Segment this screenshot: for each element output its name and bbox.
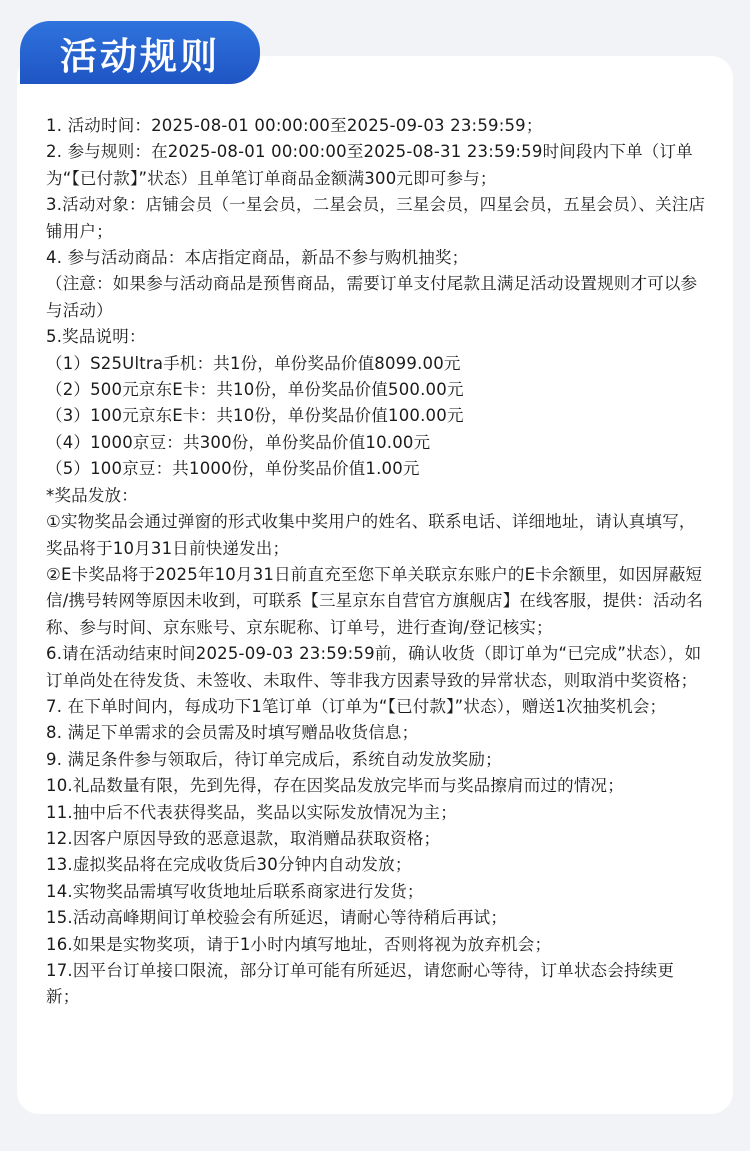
- rule-item: 12.因客户原因导致的恶意退款，取消赠品获取资格；: [46, 828, 441, 848]
- rule-item: 7. 在下单时间内，每成功下1笔订单（订单为“【已付款】”状态），赠送1次抽奖机会；: [46, 696, 667, 716]
- page-title: 活动规则: [60, 34, 220, 78]
- rule-item: 10.礼品数量有限，先到先得，存在因奖品发放完毕而与奖品擦肩而过的情况；: [46, 776, 624, 796]
- rule-item: 14.实物奖品需填写收货地址后联系商家进行发货；: [46, 881, 424, 901]
- rule-item: 4. 参与活动商品：本店指定商品，新品不参与购机抽奖；: [46, 248, 469, 268]
- prize-item: （2）500元京东E卡：共10份，单份奖品价值500.00元: [46, 380, 464, 400]
- rule-item: 9. 满足条件参与领取后，待订单完成后，系统自动发放奖励；: [46, 749, 502, 769]
- rule-item: 15.活动高峰期间订单校验会有所延迟，请耐心等待稍后再试；: [46, 908, 508, 928]
- title-banner: [20, 21, 260, 84]
- prize-item: （1）S25Ultra手机：共1份，单份奖品价值8099.00元: [46, 353, 461, 373]
- rule-item: 17.因平台订单接口限流，部分订单可能有所延迟，请您耐心等待，订单状态会持续更新；: [46, 961, 675, 1007]
- rule-item: ②E卡奖品将于2025年10月31日前直充至您下单关联京东账户的E卡余额里，如因屏蔽短信/携号转网等原因未收到，可联系【三星京东自营官方旗舰店】在线客服，提供：活动名称、参与时间、京东账号、京东昵称、订单号，进行查询/登记核实；: [46, 564, 704, 637]
- prize-item: （5）100京豆：共1000份，单份奖品价值1.00元: [46, 459, 420, 479]
- rule-item: 3.活动对象：店铺会员（一星会员，二星会员，三星会员，四星会员，五星会员）、关注店铺用户；: [46, 195, 706, 241]
- rule-item: 16.如果是实物奖项，请于1小时内填写地址，否则将视为放弃机会；: [46, 934, 552, 954]
- rule-item: ①实物奖品会通过弹窗的形式收集中奖用户的姓名、联系电话、详细地址，请认真填写，奖品将于10月31日前快递发出；: [46, 512, 696, 558]
- rule-item: 11.抽中后不代表获得奖品，奖品以实际发放情况为主；: [46, 802, 457, 822]
- rule-item: *奖品发放：: [46, 485, 138, 505]
- rule-item: 6.请在活动结束时间2025-09-03 23:59:59前，确认收货（即订单为“已完成”状态），如订单尚处在待发货、未签收、未取件、等非我方因素导致的异常状态，则取消中奖资格；: [46, 644, 702, 690]
- prize-item: （4）1000京豆：共300份，单份奖品价值10.00元: [46, 432, 431, 452]
- rule-item: 5.奖品说明：: [46, 327, 146, 347]
- rule-item: 2. 参与规则：在2025-08-01 00:00:00至2025-08-31 23:59:59时间段内下单（订单为“【已付款】”状态）且单笔订单商品金额满300元即可参与；: [46, 142, 693, 188]
- rules-list: [46, 113, 706, 1011]
- rule-item: 13.虚拟奖品将在完成收货后30分钟内自动发放；: [46, 855, 412, 875]
- rule-item: 8. 满足下单需求的会员需及时填写赠品收货信息；: [46, 723, 419, 743]
- prize-item: （3）100元京东E卡：共10份，单份奖品价值100.00元: [46, 406, 464, 426]
- rule-item: （注意：如果参与活动商品是预售商品，需要订单支付尾款且满足活动设置规则才可以参与活动）: [46, 274, 698, 320]
- rule-item: 1. 活动时间：2025-08-01 00:00:00至2025-09-03 23:59:59；: [46, 116, 543, 135]
